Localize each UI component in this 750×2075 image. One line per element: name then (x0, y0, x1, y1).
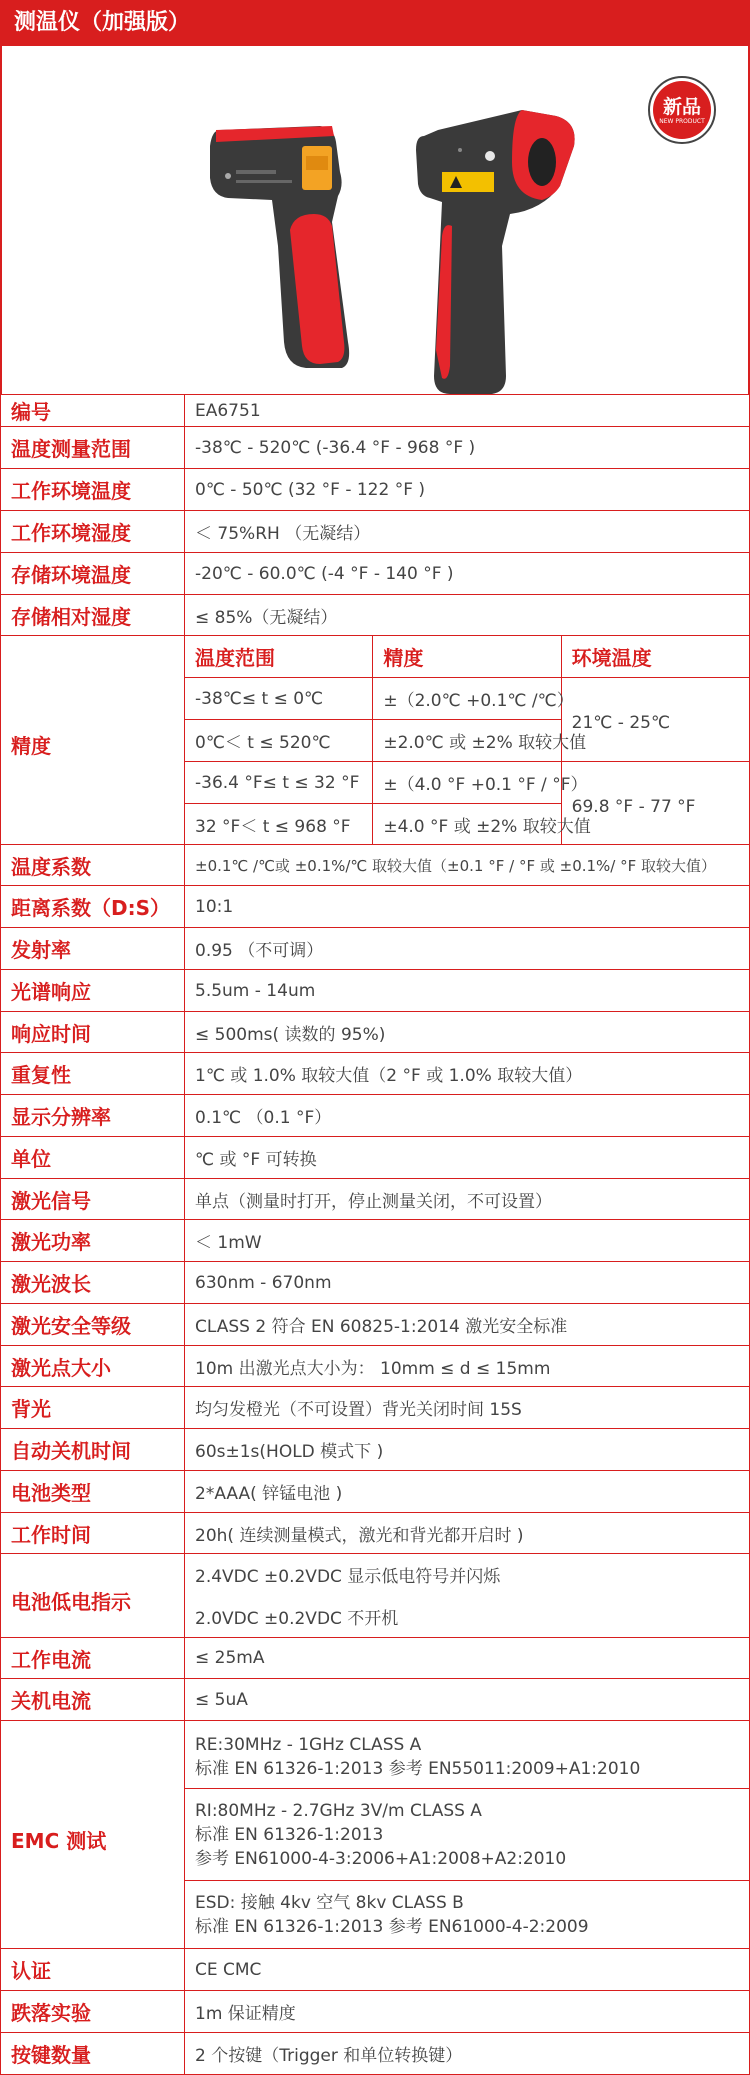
spec-value: EA6751 (185, 395, 750, 427)
spec-label: 自动关机时间 (1, 1429, 185, 1471)
spec-label: 距离系数（D:S） (1, 886, 185, 928)
spec-value: ＜ 1mW (185, 1220, 750, 1262)
spec-value: ±0.1℃ /℃或 ±0.1%/℃ 取较大值（±0.1 °F / °F 或 ±0.1%/ °F 取较大值） (185, 845, 750, 886)
spec-row (1, 1991, 750, 2033)
accuracy-env: 21℃ - 25℃ (561, 678, 749, 762)
spec-value: ≤ 85%（无凝结） (185, 595, 750, 636)
emc-line: 标准 EN 61326-1:2013 (195, 1824, 384, 1845)
accuracy-range: -36.4 °F≤ t ≤ 32 °F (185, 762, 373, 804)
spec-label: 跌落实验 (1, 1991, 185, 2033)
spec-value: 1m 保证精度 (185, 1991, 750, 2033)
spec-row (1, 2033, 750, 2075)
accuracy-range: 0℃＜ t ≤ 520℃ (185, 720, 373, 762)
emc-re-cell (185, 1721, 750, 1789)
spec-row (1, 427, 750, 469)
badge-sub-text: NEW PRODUCT (659, 118, 705, 125)
spec-label: 工作环境湿度 (1, 511, 185, 553)
spec-row (1, 1137, 750, 1179)
badge-main-text: 新品 (662, 96, 701, 118)
spec-value: 630nm - 670nm (185, 1262, 750, 1304)
spec-row (1, 1012, 750, 1053)
spec-label: 存储相对湿度 (1, 595, 185, 636)
spec-label: 发射率 (1, 928, 185, 970)
spec-label: 温度测量范围 (1, 427, 185, 469)
spec-value: 均匀发橙光（不可设置）背光关闭时间 15S (185, 1387, 750, 1429)
spec-row (1, 1095, 750, 1137)
accuracy-range: 32 °F＜ t ≤ 968 °F (185, 804, 373, 845)
spec-value: ＜ 75%RH （无凝结） (185, 511, 750, 553)
spec-label: 编号 (1, 395, 185, 427)
spec-value: ≤ 500ms( 读数的 95%) (185, 1012, 750, 1053)
spec-row (1, 928, 750, 970)
spec-value: 0℃ - 50℃ (32 °F - 122 °F ) (185, 469, 750, 511)
accuracy-value: ±4.0 °F 或 ±2% 取较大值 (373, 804, 561, 845)
spec-value: 5.5um - 14um (185, 970, 750, 1012)
spec-row (1, 1346, 750, 1387)
accuracy-col-env: 环境温度 (561, 636, 749, 678)
spec-value: 0.1℃ （0.1 °F） (185, 1095, 750, 1137)
spec-row (1, 511, 750, 553)
spec-row (1, 1429, 750, 1471)
emc-line: ESD: 接触 4kv 空气 8kv CLASS B (195, 1892, 464, 1913)
spec-label: 激光安全等级 (1, 1304, 185, 1346)
spec-value: -20℃ - 60.0℃ (-4 °F - 140 °F ) (185, 553, 750, 595)
spec-value: -38℃ - 520℃ (-36.4 °F - 968 °F ) (185, 427, 750, 469)
emc-ri-cell (185, 1789, 750, 1881)
accuracy-range: -38℃≤ t ≤ 0℃ (185, 678, 373, 720)
spec-value: ℃ 或 °F 可转换 (185, 1137, 750, 1179)
spec-value: 2*AAA( 锌锰电池 ) (185, 1471, 750, 1513)
spec-value: 0.95 （不可调） (185, 928, 750, 970)
accuracy-col-range: 温度范围 (185, 636, 373, 678)
spec-label: 工作电流 (1, 1638, 185, 1679)
spec-value: 2 个按键（Trigger 和单位转换键） (185, 2033, 750, 2075)
spec-value: 1℃ 或 1.0% 取较大值（2 °F 或 1.0% 取较大值） (185, 1053, 750, 1095)
spec-value: 2.0VDC ±0.2VDC 不开机 (185, 1596, 750, 1638)
spec-label: 按键数量 (1, 2033, 185, 2075)
accuracy-col-accuracy: 精度 (373, 636, 561, 678)
spec-row (1, 1262, 750, 1304)
spec-label: 激光信号 (1, 1179, 185, 1220)
spec-row (1, 1053, 750, 1095)
spec-value: 2.4VDC ±0.2VDC 显示低电符号并闪烁 (185, 1554, 750, 1596)
spec-value: ≤ 5uA (185, 1679, 750, 1721)
spec-label: 重复性 (1, 1053, 185, 1095)
spec-value: 10:1 (185, 886, 750, 928)
spec-row (1, 1179, 750, 1220)
spec-row (1, 886, 750, 928)
accuracy-value: ±2.0℃ 或 ±2% 取较大值 (373, 720, 561, 762)
spec-label: 存储环境温度 (1, 553, 185, 595)
spec-table (0, 394, 750, 2075)
spec-value: CE CMC (185, 1949, 750, 1991)
spec-row (1, 553, 750, 595)
spec-row (1, 845, 750, 886)
spec-label: 温度系数 (1, 845, 185, 886)
spec-label: 显示分辨率 (1, 1095, 185, 1137)
spec-row (1, 1554, 750, 1596)
spec-value: 10m 出激光点大小为： 10mm ≤ d ≤ 15mm (185, 1346, 750, 1387)
spec-row (1, 1471, 750, 1513)
spec-label: 工作时间 (1, 1513, 185, 1554)
spec-value: ≤ 25mA (185, 1638, 750, 1679)
spec-label: 单位 (1, 1137, 185, 1179)
spec-label: 激光点大小 (1, 1346, 185, 1387)
emc-line: RE:30MHz - 1GHz CLASS A (195, 1735, 422, 1755)
spec-row (1, 595, 750, 636)
spec-row (1, 1387, 750, 1429)
spec-label: 精度 (1, 636, 185, 845)
spec-value: 60s±1s(HOLD 模式下 ) (185, 1429, 750, 1471)
spec-row (1, 469, 750, 511)
emc-esd-cell (185, 1881, 750, 1949)
spec-row (1, 1513, 750, 1554)
product-photo-area (0, 46, 750, 394)
emc-line: 标准 EN 61326-1:2013 参考 EN61000-4-2:2009 (195, 1916, 589, 1937)
thermometer-front-image (210, 126, 349, 368)
spec-label: 响应时间 (1, 1012, 185, 1053)
spec-label: 激光波长 (1, 1262, 185, 1304)
spec-label: 认证 (1, 1949, 185, 1991)
emc-row (1, 1721, 750, 1789)
spec-row (1, 1220, 750, 1262)
accuracy-value: ±（2.0℃ +0.1℃ /℃） (373, 678, 561, 720)
spec-row (1, 1679, 750, 1721)
spec-label: 电池类型 (1, 1471, 185, 1513)
emc-line: 参考 EN61000-4-3:2006+A1:2008+A2:2010 (195, 1848, 567, 1869)
spec-label: 关机电流 (1, 1679, 185, 1721)
spec-label: 电池低电指示 (1, 1554, 185, 1638)
spec-row (1, 1304, 750, 1346)
spec-label: 背光 (1, 1387, 185, 1429)
emc-line: 标准 EN 61326-1:2013 参考 EN55011:2009+A1:2010 (195, 1759, 641, 1779)
accuracy-value: ±（4.0 °F +0.1 °F / °F） (373, 762, 561, 804)
spec-row (1, 1638, 750, 1679)
spec-label: 激光功率 (1, 1220, 185, 1262)
spec-label: 光谱响应 (1, 970, 185, 1012)
spec-value: 单点（测量时打开，停止测量关闭，不可设置） (185, 1179, 750, 1220)
emc-line: RI:80MHz - 2.7GHz 3V/m CLASS A (195, 1800, 482, 1821)
spec-value: CLASS 2 符合 EN 60825-1:2014 激光安全标准 (185, 1304, 750, 1346)
spec-row (1, 1949, 750, 1991)
page-title: 测温仪（加强版） (0, 0, 750, 46)
accuracy-env: 69.8 °F - 77 °F (561, 762, 749, 845)
spec-value: 20h( 连续测量模式，激光和背光都开启时 ) (185, 1513, 750, 1554)
spec-row (1, 395, 750, 427)
spec-row (1, 970, 750, 1012)
spec-label: 工作环境温度 (1, 469, 185, 511)
thermometer-back-image (416, 110, 575, 394)
spec-label: EMC 测试 (1, 1721, 185, 1949)
accuracy-header-row (1, 636, 750, 678)
